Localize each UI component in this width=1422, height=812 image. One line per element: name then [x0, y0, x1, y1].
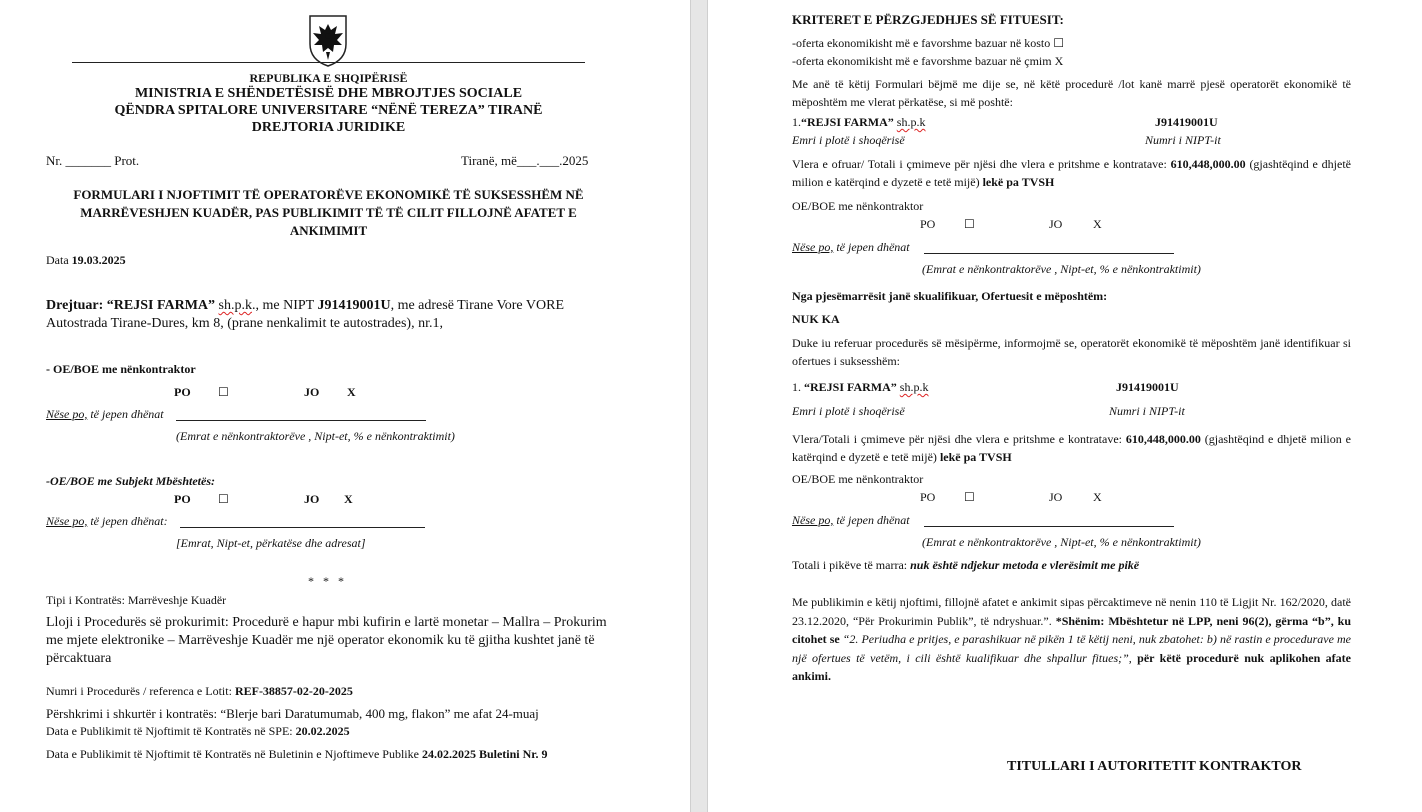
participant-1-value	[792, 155, 1351, 191]
section-separator: * * *	[308, 574, 347, 588]
subcontractor-details-label	[46, 407, 164, 422]
participant-1-value-text: Vlera e ofruar/ Totali i çmimeve për njësi dhe vlera e pritshme e kontratave:	[792, 157, 1171, 171]
addressee-nipt-text: ., me NIPT	[251, 298, 318, 313]
support-jo-mark: X	[344, 492, 353, 506]
po-checkbox-icon: ☐	[218, 385, 229, 399]
spe-label: Data e Publikimit të Njoftimit të Kontratës në SPE:	[46, 724, 296, 738]
spe-publication-date	[46, 724, 350, 739]
participant-1-value-amount: 610,448,000.00	[1170, 157, 1246, 171]
participant-1-name	[792, 115, 925, 130]
participant-1-po-label: PO	[920, 217, 936, 231]
winner-1-value	[792, 430, 1351, 466]
winner-1-po-label: PO	[920, 490, 936, 504]
addressee-shpk: sh.p.k	[218, 298, 252, 313]
winner-1-hint: (Emrat e nënkontraktorëve , Nipt-et, % e nënkontraktimit)	[922, 535, 1201, 549]
winner-1-value-words: (gjashtëqind e dhjetë milion e katërqind e dyzetë e tetë mijë)	[792, 432, 1351, 464]
winner-1-jo-mark: X	[1093, 490, 1102, 504]
winners-intro: Duke iu referuar procedurës së mësipërme, informojmë se, operatorët ekonomikë të mëposhtëm janë identifikuar si ofertues i suksesshëm:	[792, 336, 1351, 368]
participant-1-nese-po: Nëse po,	[792, 240, 834, 254]
form-title-line-2: MARRËVESHJEN KUADËR, PAS PUBLIKIMIT TË TË CILIT FILLOJNË AFATET E	[80, 205, 577, 220]
winner-1-details-line	[924, 526, 1174, 527]
subcontractor-hint: (Emrat e nënkontraktorëve , Nipt-et, % e nënkontraktimit)	[176, 429, 455, 443]
protocol-number: Nr. _______ Prot.	[46, 153, 140, 168]
albania-emblem-icon	[307, 14, 349, 68]
participant-1-hint: (Emrat e nënkontraktorëve , Nipt-et, % e nënkontraktimit)	[922, 262, 1201, 276]
support-po-checkbox-icon: ☐	[218, 492, 229, 506]
place-date: Tiranë, më___.___.2025	[461, 153, 589, 168]
participant-1-details-label	[792, 240, 910, 255]
description-value: “Blerje bari Daratumumab, 400 mg, flakon” me afat 24-muaj	[220, 706, 539, 721]
points-value: nuk është ndjekur metoda e vlerësimit me pikë	[910, 558, 1140, 572]
winner-1-po-checkbox-icon: ☐	[964, 490, 975, 504]
support-po-label: PO	[174, 492, 191, 506]
closing-text: Me publikimin e këtij njoftimi, fillojnë afatet e ankimit sipas përcaktimeve në nenin 110 të Ligjit Nr. 162/2020, datë 23.12.2020, “Për Prokurimin Publik”, të ndryshuar.”.	[792, 595, 1351, 628]
disqualified-none: NUK KA	[792, 312, 840, 326]
criteria-cost: -oferta ekonomikisht më e favorshme bazuar në kosto ☐	[792, 36, 1065, 50]
closing-conclusion: për këtë procedurë nuk aplikohen afate ankimi.	[792, 650, 1352, 683]
winner-1-name-label: Emri i plotë i shoqërisë	[792, 404, 905, 418]
jepen-text: të jepen dhënat	[87, 407, 164, 421]
description-label: Përshkrimi i shkurtër i kontratës:	[46, 706, 221, 721]
addressee-nipt: J91419001U	[317, 298, 391, 313]
bulletin-value: 24.02.2025 Buletini Nr. 9	[421, 747, 548, 761]
criteria-heading: KRITERET E PËRZGJEDHJES SË FITUESIT:	[792, 12, 1064, 27]
participant-1-jo-mark: X	[1093, 217, 1102, 231]
participant-1-subcontractor: OE/BOE me nënkontraktor	[792, 199, 924, 213]
support-subject-heading: -OE/BOE me Subjekt Mbështetës:	[46, 474, 216, 488]
participant-1-po-checkbox-icon: ☐	[964, 217, 975, 231]
addressee-address: , me adresë Tirane Vore VORE	[390, 298, 565, 313]
winner-1-company: “REJSI FARMA”	[804, 380, 897, 394]
points-label: Totali i pikëve të marra:	[792, 558, 911, 572]
winner-1-value-suffix: lekë pa TVSH	[939, 450, 1012, 464]
closing-note-label: *Shënim	[1055, 613, 1101, 628]
participant-1-number: 1.	[792, 115, 801, 129]
document-page-left	[0, 0, 690, 812]
participant-1-shpk: sh.p.k	[896, 115, 926, 129]
disqualified-heading: Nga pjesëmarrësit janë skualifikuar, Ofertuesit e mëposhtëm:	[792, 289, 1108, 303]
nese-po: Nëse po,	[46, 407, 88, 421]
bulletin-label: Data e Publikimit të Njoftimit të Kontratës në Buletinin e Njoftimeve Publike	[46, 747, 422, 761]
subcontractor-details-line	[176, 420, 426, 421]
points-total	[792, 558, 1139, 573]
participant-1-value-words: (gjashtëqind e dhjetë milion e katërqind e dyzetë e tetë mijë)	[792, 157, 1352, 189]
support-jepen-text: të jepen dhënat:	[87, 514, 168, 528]
criteria-price: -oferta ekonomikisht më e favorshme bazuar në çmim X	[792, 54, 1064, 68]
addressee-line-2: Autostrada Tirane-Dures, km 8, (prane nenkalimit te autostrades), nr.1,	[46, 316, 443, 331]
winner-1-name	[792, 380, 928, 395]
date-value: 19.03.2025	[71, 253, 126, 267]
date-label: Data	[46, 253, 72, 267]
bulletin-publication-date	[46, 747, 548, 762]
contract-description	[46, 706, 539, 722]
participant-1-nipt: J91419001U	[1155, 115, 1218, 129]
subcontractor-heading: - OE/BOE me nënkontraktor	[46, 362, 196, 376]
closing-paragraph	[792, 593, 1351, 686]
page-gutter	[690, 0, 708, 812]
directorate-heading: DREJTORIA JURIDIKE	[251, 120, 406, 135]
participants-intro: Me anë të këtij Formulari bëjmë me dije se, në këtë procedurë /lot kanë marrë pjesë operatorët ekonomikë të mëposhtëm me vlerat përkatëse, si më poshtë:	[792, 77, 1351, 109]
document-page-right	[708, 0, 1422, 812]
winner-1-nipt-label: Numri i NIPT-it	[1109, 404, 1185, 418]
ministry-heading: MINISTRIA E SHËNDETËSISË DHE MBROJTJES SOCIALE	[134, 86, 523, 101]
po-label: PO	[174, 385, 191, 399]
closing-legal-basis: : Mbështetur në LPP, neni 96(2), gërma “b”, ku citohet se	[792, 613, 1351, 646]
participant-1-jepen: të jepen dhënat	[833, 240, 910, 254]
hospital-heading: QËNDRA SPITALORE UNIVERSITARE “NËNË TEREZA” TIRANË	[114, 103, 543, 118]
participant-1-details-line	[924, 253, 1174, 254]
form-title-line-1: FORMULARI I NJOFTIMIT TË OPERATORËVE EKONOMIKË TË SUKSESSHËM NË	[73, 187, 584, 202]
participant-1-jo-label: JO	[1049, 217, 1063, 231]
participant-1-value-suffix: lekë pa TVSH	[982, 175, 1055, 189]
participant-1-company: “REJSI FARMA”	[801, 115, 894, 129]
jo-mark: X	[347, 385, 356, 399]
notice-date	[46, 253, 126, 268]
participant-1-name-label: Emri i plotë i shoqërisë	[792, 133, 905, 147]
winner-1-jo-label: JO	[1049, 490, 1063, 504]
winner-1-value-text: Vlera/Totali i çmimeve për njësi dhe vlera e pritshme e kontratave:	[792, 432, 1126, 446]
winner-1-nipt: J91419001U	[1116, 380, 1179, 394]
addressee-label: Drejtuar:	[46, 298, 107, 313]
participant-1-nipt-label: Numri i NIPT-it	[1145, 133, 1221, 147]
republic-heading: REPUBLIKA E SHQIPËRISË	[249, 71, 408, 85]
winner-1-value-amount: 610,448,000.00	[1125, 432, 1201, 446]
winner-1-jepen: të jepen dhënat	[833, 513, 910, 527]
contract-type: Tipi i Kontratës: Marrëveshje Kuadër	[46, 593, 227, 607]
procedure-reference	[46, 684, 353, 699]
winner-1-shpk: sh.p.k	[899, 380, 929, 394]
spe-value: 20.02.2025	[295, 724, 350, 738]
header-rule	[72, 62, 585, 63]
jo-label: JO	[304, 385, 320, 399]
winner-1-number: 1.	[792, 380, 804, 394]
winner-1-nese-po: Nëse po,	[792, 513, 834, 527]
support-details-label	[46, 514, 168, 529]
addressee-line-1	[46, 298, 564, 314]
closing-citation: “2. Periudha e pritjes, e parashikuar në pikën 1 të këtij neni, nuk zbatohet: b) në rastin e procedurave me një ofertues të vetëm, i cili është kualifikuar dhe shpallur fitues;”,	[792, 632, 1351, 665]
addressee-company: “REJSI FARMA”	[106, 298, 216, 313]
signature-title: TITULLARI I AUTORITETIT KONTRAKTOR	[1007, 759, 1302, 774]
winner-1-subcontractor: OE/BOE me nënkontraktor	[792, 472, 924, 486]
reference-value: REF-38857-02-20-2025	[234, 684, 353, 698]
support-details-line	[180, 527, 425, 528]
winner-1-details-label	[792, 513, 910, 528]
form-title-line-3: ANKIMIMIT	[289, 223, 368, 238]
support-hint: [Emrat, Nipt-et, përkatëse dhe adresat]	[176, 536, 366, 550]
procedure-type: Lloji i Procedurës së prokurimit: Procedurë e hapur mbi kufirin e lartë monetar – Mallra – Prokurim me mjete elektronike – Marrëveshje Kuadër me një operator ekonomik ku të gjitha kushtet janë të përcaktuara	[46, 615, 607, 666]
support-jo-label: JO	[304, 492, 320, 506]
reference-label: Numri i Procedurës / referenca e Lotit:	[46, 684, 235, 698]
support-nese-po: Nëse po,	[46, 514, 88, 528]
